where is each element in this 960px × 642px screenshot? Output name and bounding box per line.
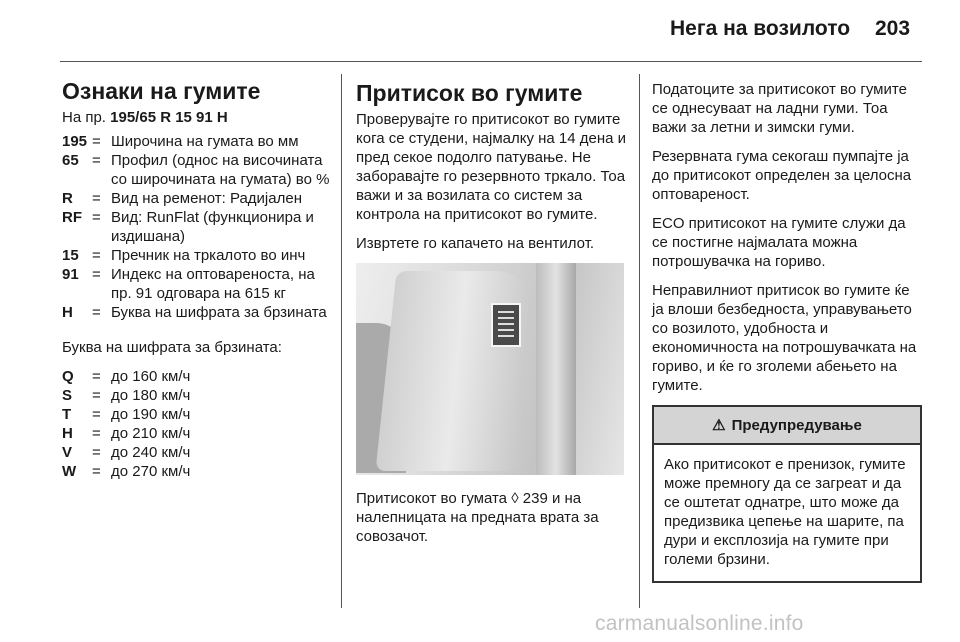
header-divider <box>60 61 922 62</box>
definition-eq: = <box>92 152 101 169</box>
column-divider-2 <box>639 74 640 608</box>
watermark: carmanualsonline.info <box>595 612 804 635</box>
speed-value: до 240 км/ч <box>111 444 191 461</box>
column-tire-pressure <box>356 80 628 556</box>
warning-triangle-icon: ⚠ <box>712 417 726 434</box>
definition-eq: = <box>92 190 101 207</box>
definition-value: Пречник на тркалото во инч <box>111 247 306 264</box>
definition-eq: = <box>92 133 101 150</box>
definition-value: Профил (однос на височината со широчината на гумата) во % <box>111 152 330 188</box>
info-paragraph: ECO притисокот на гумите служи да се постигне најмалата можна потрошувачка на гориво. <box>652 215 906 270</box>
definition-row <box>62 151 332 189</box>
pressure-paragraph: Проверувајте го притисокот во гумите кога се студени, најмалку на 14 дена и пред секое подолго патување. Не заборавајте го резервното тркало. Тоа важи и за возилата со систем за контрола на притисокот во гумите. <box>356 111 627 223</box>
definition-key: 91 <box>62 266 79 283</box>
definition-key: R <box>62 190 73 207</box>
speed-value: до 160 км/ч <box>111 368 191 385</box>
pressure-sticker-icon <box>491 303 521 347</box>
definition-eq: = <box>92 209 101 226</box>
info-paragraph: Резервната гума секогаш пумпајте ја до притисокот определен за целосна оптовареност. <box>652 148 912 203</box>
warning-box <box>652 405 922 583</box>
definition-row <box>62 265 332 303</box>
speed-key: H <box>62 425 73 442</box>
info-paragraph: Неправилниот притисок во гумите ќе ја влоши безбедноста, управувањето со возилото, удобноста и економичноста на потрошувачката на гориво, и ќе го зголеми абењето на гумите. <box>652 282 917 394</box>
section-heading-tire-pressure: Притисок во гумите <box>356 80 583 106</box>
speed-eq: = <box>92 463 101 480</box>
speed-row <box>62 462 332 481</box>
speed-key: S <box>62 387 73 404</box>
section-heading-tire-markings: Ознаки на гумите <box>62 78 261 104</box>
speed-eq: = <box>92 444 101 461</box>
speed-key: W <box>62 463 77 480</box>
speed-row <box>62 405 332 424</box>
example-code: 195/65 R 15 91 H <box>110 109 228 126</box>
page-header-title: Нега на возилото <box>670 17 851 40</box>
page-number: 203 <box>875 17 911 40</box>
column-tire-markings <box>62 78 332 481</box>
speed-value: до 210 км/ч <box>111 425 191 442</box>
definition-key: 15 <box>62 247 79 264</box>
speed-key: V <box>62 444 73 461</box>
definition-key: 195 <box>62 133 88 150</box>
definition-value: Широчина на гумата во мм <box>111 133 299 150</box>
example-line <box>62 108 332 128</box>
speed-eq: = <box>92 368 101 385</box>
definition-eq: = <box>92 247 101 264</box>
column-divider-1 <box>341 74 342 608</box>
speed-eq: = <box>92 406 101 423</box>
valve-instruction: Извртете го капачето на вентилот. <box>356 235 595 252</box>
definition-list <box>62 132 332 322</box>
door-pillar-shape <box>536 263 576 475</box>
speed-value: до 190 км/ч <box>111 406 191 423</box>
definition-eq: = <box>92 266 101 283</box>
speed-row <box>62 424 332 443</box>
speed-row <box>62 386 332 405</box>
definition-row <box>62 132 332 151</box>
definition-key: H <box>62 304 73 321</box>
definition-row <box>62 303 332 322</box>
definition-key: 65 <box>62 152 79 169</box>
warning-header <box>654 407 920 445</box>
definition-row <box>62 208 332 246</box>
definition-key: RF <box>62 209 82 226</box>
example-prefix: На пр. <box>62 109 106 126</box>
door-shape <box>375 271 536 471</box>
warning-text: Ако притисокот е пренизок, гумите може премногу да се загреат и да се оштетат однатре, што може да предизвика цепење на шарите, па дури и експлозија на гумите при големи брзини. <box>664 456 906 568</box>
speed-value: до 180 км/ч <box>111 387 191 404</box>
definition-value: Вид: RunFlat (функционира и издишана) <box>111 209 314 245</box>
definition-value: Индекс на оптовареноста, на пр. 91 одговара на 615 кг <box>111 266 315 302</box>
speed-eq: = <box>92 387 101 404</box>
definition-row <box>62 246 332 265</box>
page-header <box>0 0 960 62</box>
speed-key: T <box>62 406 72 423</box>
definition-value: Вид на ременот: Радијален <box>111 190 302 207</box>
door-label-photo <box>356 263 624 475</box>
definition-row <box>62 189 332 208</box>
speed-key: Q <box>62 368 74 385</box>
info-paragraph: Податоците за притисокот во гумите се однесуваат на ладни гуми. Тоа важи за летни и зимски гуми. <box>652 81 907 136</box>
warning-title: Предупредување <box>731 416 862 434</box>
speed-eq: = <box>92 425 101 442</box>
speed-intro: Буква на шифрата за брзината: <box>62 339 282 356</box>
photo-caption: Притисокот во гумата ◊ 239 и на налепницата на предната врата за совозачот. <box>356 490 599 545</box>
speed-row <box>62 367 332 386</box>
column-pressure-info <box>652 80 922 583</box>
definition-eq: = <box>92 304 101 321</box>
speed-list <box>62 367 332 481</box>
definition-value: Буква на шифрата за брзината <box>111 304 327 321</box>
speed-row <box>62 443 332 462</box>
speed-value: до 270 км/ч <box>111 463 191 480</box>
